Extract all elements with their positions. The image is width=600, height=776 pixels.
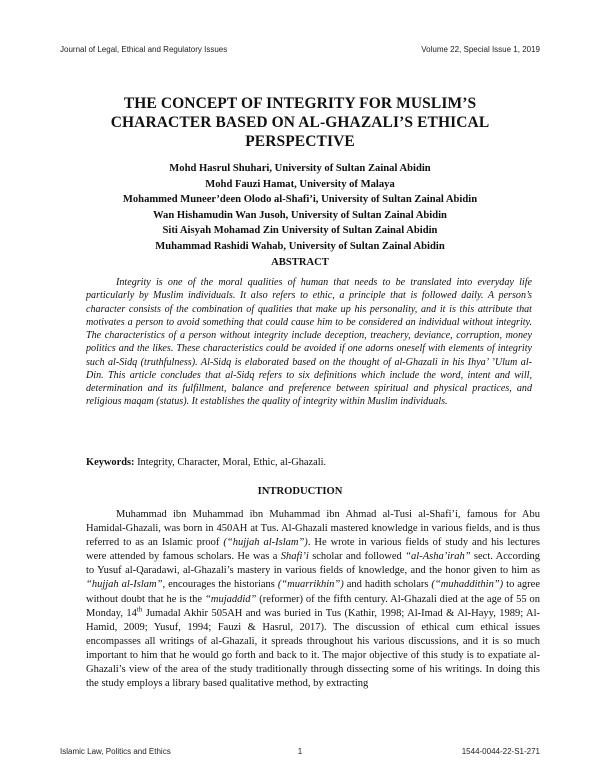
author-list bbox=[60, 161, 540, 255]
text-run: Jumadal Akhir 505AH and was buried in Tus (Kathir, 1998; Al-Imad & Al-Hayy, 1989; Al-Hamid, 2009; Yusuf, 1994; Fauzi & Hasrul, 2017). The discussion of ethical cum ethical issues encompasses all writings of al-Ghazali, it spreads throughout his various discussions, and it is so much important to him that he would go forth and back to it. The major objective of this study is to expatiate al-Ghazali’s view of the area of the study traditionally through dissecting some of his writings. In doing this the study employs a library based qualitative method, by extracting bbox=[86, 607, 540, 690]
author-line: Siti Aisyah Mohamad Zin University of Sultan Zainal Abidin bbox=[162, 225, 438, 237]
author-line: Muhammad Rashidi Wahab, University of Sultan Zainal Abidin bbox=[155, 240, 445, 252]
introduction-heading: INTRODUCTION bbox=[257, 486, 343, 497]
keywords-text: Integrity, Character, Moral, Ethic, al-Ghazali. bbox=[134, 457, 327, 468]
text-run: and hadith scholars bbox=[343, 579, 432, 591]
italic-term: (“hujjah al-Islam”) bbox=[223, 537, 308, 549]
footer-article-id: 1544-0044-22-S1-271 bbox=[461, 747, 540, 756]
footer-journal-section: Islamic Law, Politics and Ethics bbox=[60, 747, 171, 756]
italic-term: (“muarrikhin”) bbox=[277, 579, 344, 591]
superscript: th bbox=[136, 605, 143, 614]
author-line: Mohd Fauzi Hamat, University of Malaya bbox=[205, 178, 395, 190]
italic-term: (“muhaddithin”) bbox=[431, 579, 504, 591]
text-run: Muhammad ibn Muhammad ibn Muhammad ibn Ahmad al-Tusi al-Shafi’i, famous for Abu Hamidal-Ghazali, was born in 450AH at Tus. Al-Ghazali mastered knowledge in various fields, and is thus referred to as an Islamic proof bbox=[86, 509, 540, 549]
title-line: CHARACTER BASED ON AL-GHAZALI’S ETHICAL bbox=[110, 114, 490, 131]
author-line: Mohd Hasrul Shuhari, University of Sultan Zainal Abidin bbox=[169, 163, 431, 174]
text-run: , encourages the historians bbox=[162, 579, 278, 591]
keywords-label: Keywords: bbox=[86, 457, 135, 468]
text-run: scholar and followed bbox=[308, 551, 406, 563]
italic-term: “mujaddid” bbox=[205, 593, 257, 605]
text-run: . He wrote in various fields of study and his lectures were attended by famous scholars. He was a bbox=[86, 537, 540, 563]
volume-info: Volume 22, Special Issue 1, 2019 bbox=[421, 45, 540, 54]
keywords-line bbox=[86, 457, 540, 468]
running-header bbox=[60, 45, 540, 54]
text-run: to agree without doubt that he is the bbox=[86, 579, 541, 605]
author-line: Mohammed Muneer’deen Olodo al-Shafi’i, University of Sultan Zainal Abidin bbox=[122, 194, 478, 206]
text-run: (reformer) of the fifth century. Al-Ghazali died at the age of 55 on Monday, 14 bbox=[86, 593, 540, 619]
italic-term: “hujjah al-Islam” bbox=[86, 579, 163, 591]
title-line: PERSPECTIVE bbox=[245, 133, 355, 150]
abstract-text: Integrity is one of the moral qualities of human that needs to be translated into everyday life particularly by Muslim individuals. It also refers to ethic, a principle that is followed daily. A person’s character consists of the combination of qualities that make up his personality, and it is this attribute that motivates a person to avoid something that could cause him to be considered an individual without integrity. The characteristics of a person without integrity include deception, treachery, deviance, corruption, money politics and the likes. These characteristics could be avoided if one adorns oneself with elements of integrity such al-Sidq (truthfulness). Al-Sidq is elaborated based on the thought of al-Ghazali in his Ihya’ ’Ulum al-Din. This article concludes that al-Sidq refers to six definitions which include the word, intent and will, determination and its fulfillment, balance and preference between spiritual and physical practices, and religious maqam (status). It establishes the quality of integrity within Muslim individuals. bbox=[86, 277, 532, 408]
italic-term: “al-Asha’irah” bbox=[405, 551, 471, 563]
introduction-paragraph bbox=[86, 508, 540, 691]
page-footer bbox=[60, 747, 540, 756]
title-line: THE CONCEPT OF INTEGRITY FOR MUSLIM’S bbox=[123, 95, 477, 112]
paper-title bbox=[70, 94, 530, 151]
author-line: Wan Hishamudin Wan Jusoh, University of Sultan Zainal Abidin bbox=[153, 209, 447, 221]
page-number: 1 bbox=[297, 747, 303, 756]
text-run: sect. According to Yusuf al-Qaradawi, al-Ghazali’s mastery in various fields of knowledge, and the honor given to him as bbox=[86, 551, 541, 577]
abstract-heading: ABSTRACT bbox=[271, 257, 329, 268]
italic-term: Shafi’i bbox=[280, 551, 309, 563]
journal-name: Journal of Legal, Ethical and Regulatory Issues bbox=[60, 45, 228, 54]
